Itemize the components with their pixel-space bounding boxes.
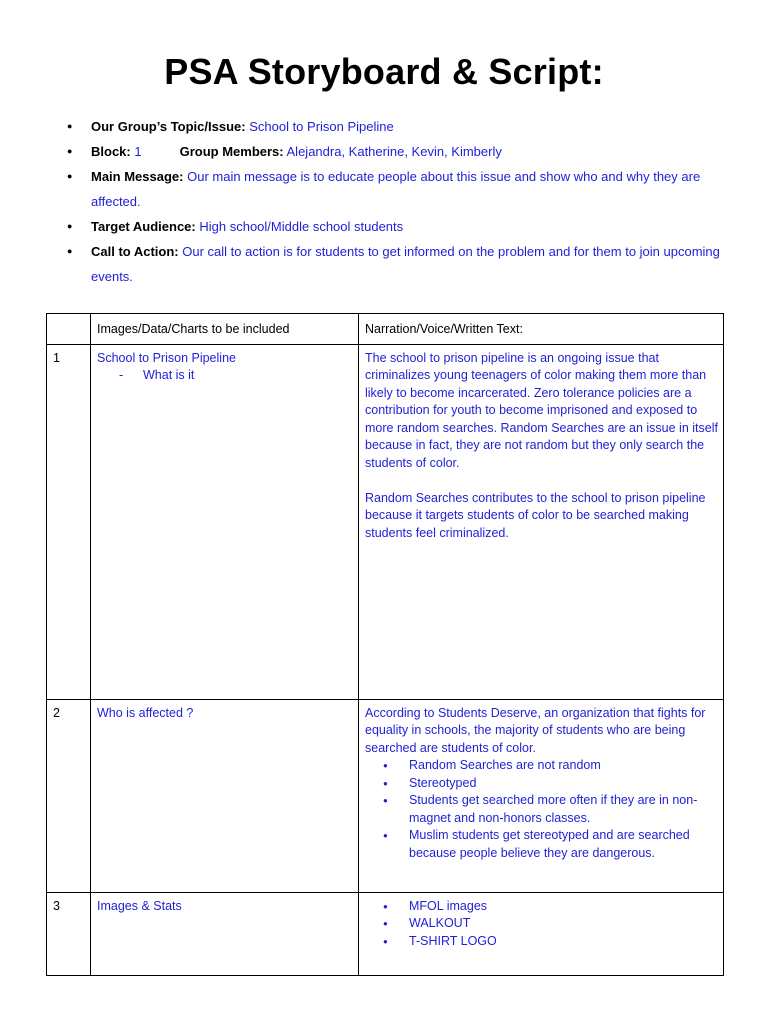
list-item: ● Stereotyped [409, 775, 718, 793]
group-info-list [64, 114, 724, 289]
info-item-main-message [64, 164, 724, 214]
list-item: ● Students get searched more often if they are in non-magnet and non-honors classes. [409, 792, 718, 827]
list-item: ● T-SHIRT LOGO [409, 933, 718, 951]
images-cell [91, 892, 359, 975]
table-row [47, 699, 724, 892]
row-number: 1 [47, 344, 91, 699]
info-item-topic [64, 114, 724, 139]
table-header-row [47, 314, 724, 345]
main-message-value: Our main message is to educate people about this issue and show who and why they are affected. [91, 169, 701, 209]
narration-bullet-list [365, 898, 718, 951]
images-title: Who is affected ? [97, 705, 194, 720]
header-cell-narration: Narration/Voice/Written Text: [359, 314, 724, 345]
storyboard-table [46, 313, 724, 976]
row-number: 3 [47, 892, 91, 975]
info-item-call-to-action [64, 239, 724, 289]
info-item-block [64, 139, 724, 164]
members-label: Group Members: [179, 144, 284, 159]
header-cell-number [47, 314, 91, 345]
table-row [47, 344, 724, 699]
narration-paragraph: The school to prison pipeline is an ongoing issue that criminalizes young teenagers of color making them more than likely to become incarcerated. Zero tolerance policies are a contribution for youth to become imprisoned and exposed to more random searches. Random Searches are an issue in itself because in fact, they are not random but they only search the students of color. [365, 350, 718, 470]
narration-paragraph: Random Searches contributes to the school to prison pipeline because it targets students of color to be searched making students feel criminalized. [365, 490, 706, 540]
list-item: ● Muslim students get stereotyped and are searched because people believe they are dangerous. [409, 827, 718, 862]
block-value: 1 [134, 144, 142, 159]
images-cell [91, 699, 359, 892]
images-cell [91, 344, 359, 699]
narration-intro: According to Students Deserve, an organization that fights for equality in schools, the majority of students who are being searched are students of color. [365, 705, 706, 755]
target-audience-label: Target Audience: [91, 219, 196, 234]
narration-cell [359, 892, 724, 975]
topic-value: School to Prison Pipeline [249, 119, 394, 134]
block-label: Block: [91, 144, 131, 159]
images-title: School to Prison Pipeline [97, 350, 236, 365]
images-sub-item [97, 367, 353, 385]
dash-marker: - [119, 368, 124, 382]
members-value: Alejandra, Katherine, Kevin, Kimberly [286, 144, 502, 159]
list-item: ● MFOL images [409, 898, 718, 916]
main-message-label: Main Message: [91, 169, 184, 184]
table-row [47, 892, 724, 975]
narration-cell [359, 344, 724, 699]
list-item: ● Random Searches are not random [409, 757, 718, 775]
page-title: PSA Storyboard & Script: [164, 51, 604, 92]
topic-label: Our Group’s Topic/Issue: [91, 119, 246, 134]
images-sub-item-text: What is it [143, 368, 195, 382]
header-cell-images: Images/Data/Charts to be included [91, 314, 359, 345]
list-item: ● WALKOUT [409, 915, 718, 933]
narration-cell [359, 699, 724, 892]
target-audience-value: High school/Middle school students [199, 219, 404, 234]
info-item-target-audience [64, 214, 724, 239]
call-to-action-value: Our call to action is for students to get informed on the problem and for them to join upcoming events. [91, 244, 720, 284]
row-number: 2 [47, 699, 91, 892]
call-to-action-label: Call to Action: [91, 244, 179, 259]
images-title: Images & Stats [97, 898, 182, 913]
narration-bullet-list [365, 757, 718, 862]
